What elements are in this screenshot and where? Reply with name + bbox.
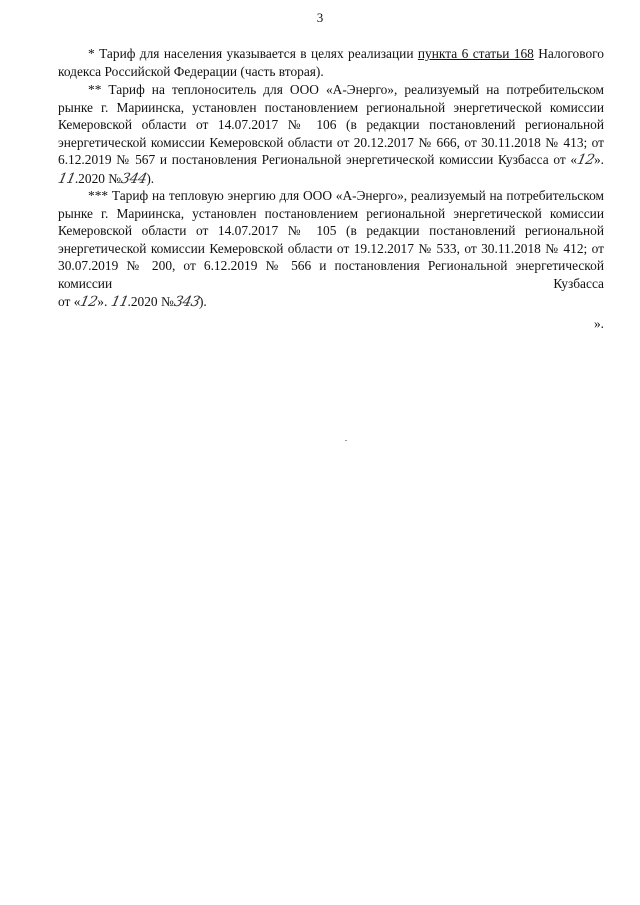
tax-code-article-link[interactable]: пункта 6 статьи 168	[417, 46, 534, 61]
footnote3-mid: ».	[97, 293, 111, 309]
footnote-heat-energy-tariff	[58, 187, 604, 311]
footnote3-text: *** Тариф на тепловую энергию для ООО «А-Энерго», реализуемый на потребительском рынке г. Мариинска, установлен постановлением региональной энергетической комиссии Кемеровской области от 14.07.2017 № 105 (в редакции постановлений региональной энергетической комиссии Кемеровской области от 19.12.2017 № 533, от 30.11.2018 № 412; от 30.07.2019 № 200, от 6.12.2019 № 566 и постановления Региональной энергетической комиссии Кузбасса	[58, 188, 604, 291]
footnote3-year: .2020 №	[127, 293, 174, 309]
handwritten-day: 12	[78, 293, 100, 310]
handwritten-day: 12	[575, 152, 596, 169]
page-number: 3	[316, 10, 324, 25]
footnote3-end: ).	[198, 293, 207, 309]
footnote1-tail: Налогового кодекса Российской Федерации (часть вторая).	[58, 46, 604, 79]
handwritten-number: 343	[172, 293, 201, 310]
footnote2-year: .2020 №	[74, 170, 122, 186]
footnote2-mid: ».	[593, 152, 604, 168]
footnote1-lead: * Тариф для населения указывается в целях реализации	[88, 46, 418, 61]
handwritten-number: 344	[119, 170, 149, 187]
footnote2-end: ).	[146, 170, 155, 186]
scan-speck	[345, 440, 347, 441]
footnote2-text: ** Тариф на теплоноситель для ООО «А-Энерго», реализуемый на потребительском рынке г. Мариинска, установлен постановлением региональной энергетической комиссии Кемеровской области от 14.07.2017 № 106 (в редакции постановлений региональной энергетической комиссии Кемеровской области от 20.12.2017 № 666, от 30.11.2018 № 413; от 6.12.2019 № 567 и постановления Региональной энергетической комиссии Кузбасса от «	[58, 82, 604, 168]
handwritten-month: 11	[56, 170, 77, 187]
footnote-heat-carrier-tariff	[58, 81, 604, 189]
footnote-population-tariff	[58, 45, 604, 80]
closing-quote-mark: ».	[593, 316, 604, 331]
footnote3-prefix: от «	[58, 293, 81, 309]
handwritten-month: 11	[109, 293, 130, 310]
